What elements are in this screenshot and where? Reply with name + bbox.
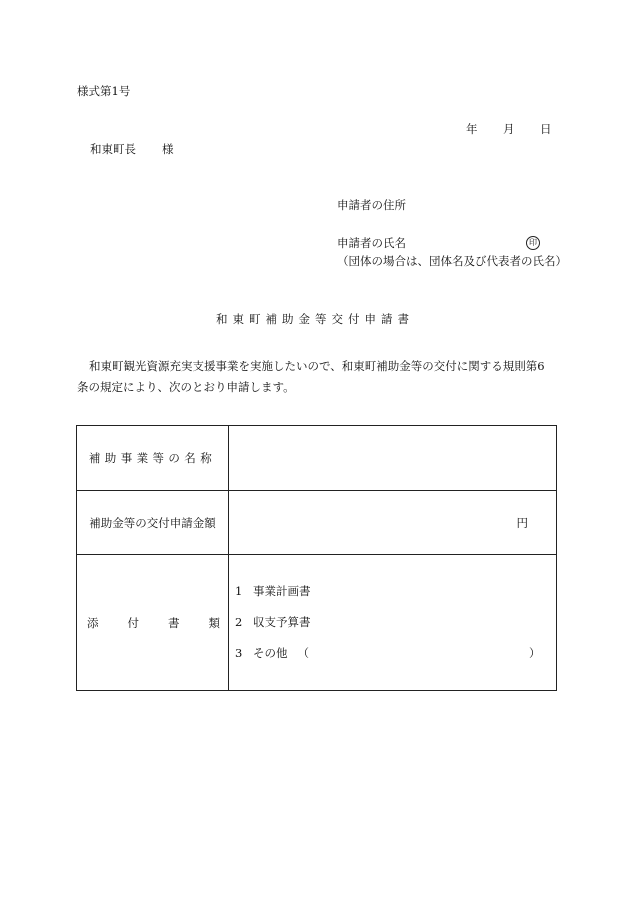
- table-row-amount: [77, 491, 557, 555]
- application-table: [76, 425, 557, 691]
- list-item: [235, 576, 556, 607]
- attachment-number: 2: [235, 615, 243, 629]
- document-title: 和東町補助金等交付申請書: [216, 312, 414, 326]
- addressee-honorific: 様: [162, 142, 174, 156]
- form-number: 様式第1号: [77, 84, 131, 98]
- amount-label: 補助金等の交付申請金額: [77, 491, 229, 555]
- attachment-number: 3: [235, 646, 243, 660]
- attachments-label-char: 類: [208, 615, 220, 630]
- date-month-label: 月: [503, 122, 515, 136]
- attachments-label: [77, 555, 229, 691]
- attachment-text: その他: [253, 646, 288, 660]
- seal-mark: 印: [526, 236, 540, 250]
- other-paren-close: ）: [529, 646, 541, 660]
- attachments-label-char: 付: [127, 615, 139, 630]
- addressee: [90, 143, 174, 157]
- attachment-text: 事業計画書: [253, 584, 311, 598]
- body-line-2: 条の規定により、次のとおり申請します。: [77, 380, 295, 394]
- table-row-project-name: [77, 426, 557, 491]
- date-year-label: 年: [466, 122, 478, 136]
- project-name-field[interactable]: [229, 426, 557, 491]
- attachment-text: 収支予算書: [253, 615, 311, 629]
- applicant-group-note: （団体の場合は、団体名及び代表者の氏名）: [337, 254, 567, 268]
- list-item: [235, 607, 556, 638]
- addressee-name: 和東町長: [90, 142, 136, 156]
- applicant-name-label: 申請者の氏名: [337, 236, 406, 250]
- body-paragraph: [77, 356, 577, 398]
- attachments-list-cell: [229, 555, 557, 691]
- attachment-number: 1: [235, 584, 243, 598]
- amount-field[interactable]: [229, 491, 557, 555]
- attachments-label-char: 添: [87, 615, 99, 630]
- yen-unit: 円: [516, 515, 528, 530]
- date-line: [466, 123, 552, 137]
- attachments-label-char: 書: [168, 615, 180, 630]
- body-line-1: 和東町観光資源充実支援事業を実施したいので、和東町補助金等の交付に関する規則第6: [89, 359, 545, 373]
- applicant-address-label: 申請者の住所: [337, 198, 406, 212]
- table-row-attachments: [77, 555, 557, 691]
- other-paren-open: （: [297, 646, 309, 660]
- attachments-list: [229, 576, 556, 669]
- project-name-label: 補助事業等の名称: [77, 426, 229, 491]
- list-item: [235, 638, 556, 669]
- date-day-label: 日: [540, 122, 552, 136]
